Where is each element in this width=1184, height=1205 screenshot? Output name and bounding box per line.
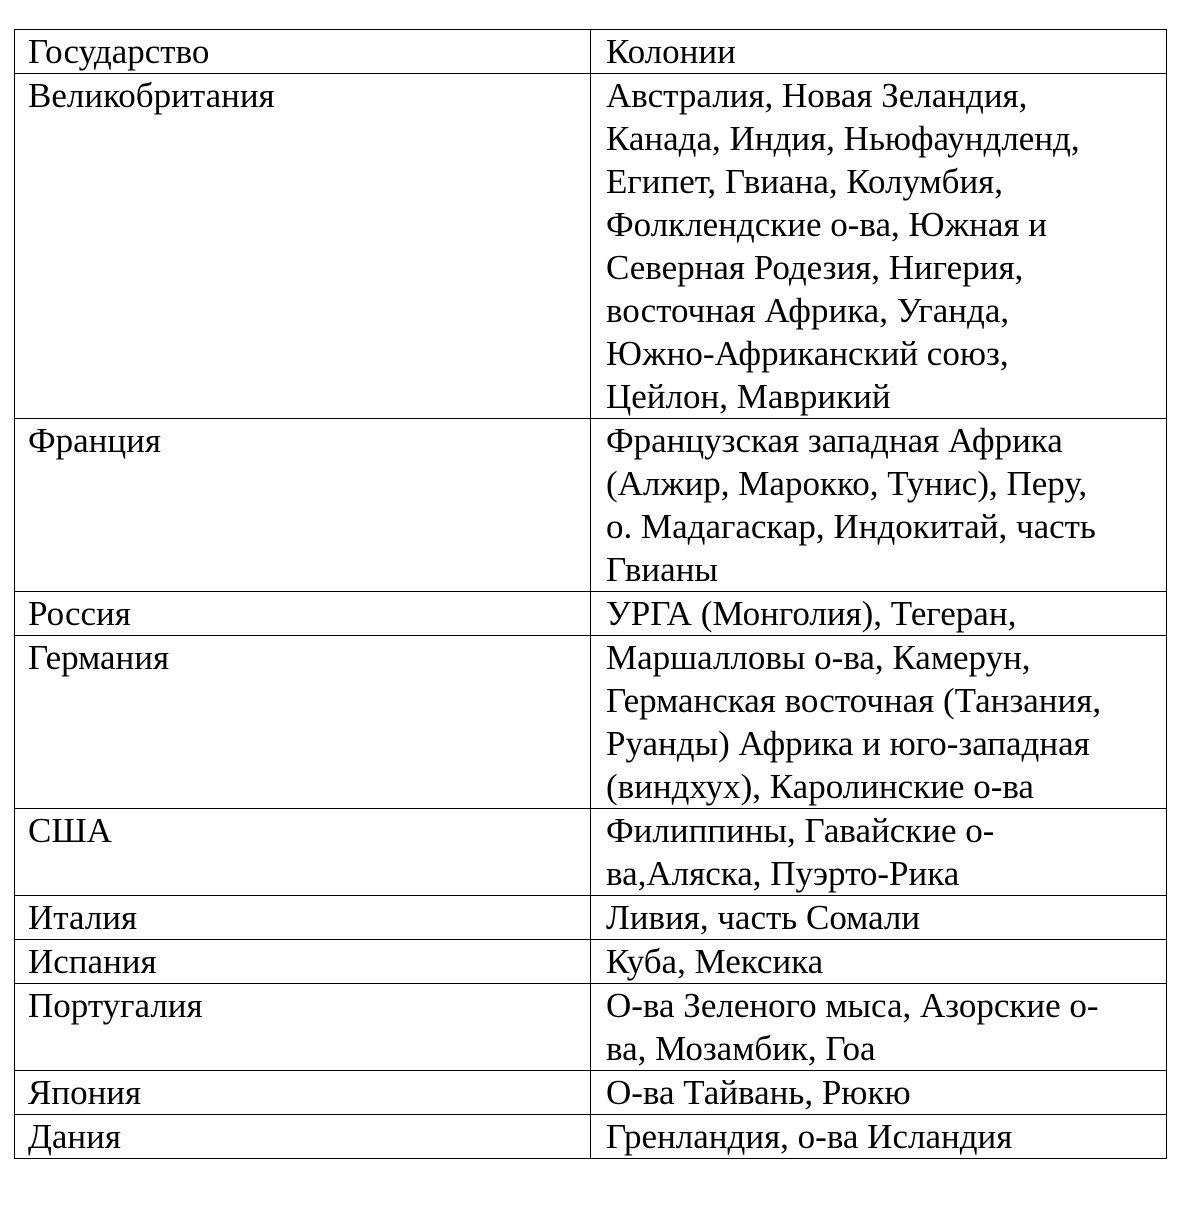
colonies-cell: Филиппины, Гавайские о- ва,Аляска, Пуэрто-Рика	[591, 809, 1167, 896]
colonies-cell: О-ва Тайвань, Рюкю	[591, 1071, 1167, 1115]
state-cell: Португалия	[15, 984, 591, 1071]
table-row	[15, 896, 1167, 940]
table-row	[15, 940, 1167, 984]
state-cell: США	[15, 809, 591, 896]
state-cell: Япония	[15, 1071, 591, 1115]
colonies-cell: О-ва Зеленого мыса, Азорские о- ва, Мозамбик, Гоа	[591, 984, 1167, 1071]
colonies-table	[14, 29, 1167, 1159]
table-row	[15, 984, 1167, 1071]
state-cell: Германия	[15, 636, 591, 809]
header-state: Государство	[15, 30, 591, 74]
state-cell: Дания	[15, 1115, 591, 1159]
state-cell: Франция	[15, 419, 591, 592]
colonies-cell: Куба, Мексика	[591, 940, 1167, 984]
table-row	[15, 809, 1167, 896]
table-row	[15, 592, 1167, 636]
state-cell: Россия	[15, 592, 591, 636]
colonies-cell: Гренландия, о-ва Исландия	[591, 1115, 1167, 1159]
colonies-cell: Австралия, Новая Зеландия, Канада, Индия, Ньюфаундленд, Египет, Гвиана, Колумбия, Фолклендские о-ва, Южная и Северная Родезия, Нигерия, восточная Африка, Уганда, Южно-Африканский союз, Цейлон, Маврикий	[591, 74, 1167, 419]
colonies-cell: Ливия, часть Сомали	[591, 896, 1167, 940]
table-row	[15, 1115, 1167, 1159]
colonies-cell: Маршалловы о-ва, Камерун, Германская восточная (Танзания, Руанды) Африка и юго-западная (виндхух), Каролинские о-ва	[591, 636, 1167, 809]
state-cell: Испания	[15, 940, 591, 984]
colonies-cell: УРГА (Монголия), Тегеран,	[591, 592, 1167, 636]
table-row	[15, 74, 1167, 419]
table-header-row	[15, 30, 1167, 74]
table-row	[15, 419, 1167, 592]
state-cell: Италия	[15, 896, 591, 940]
table-row	[15, 636, 1167, 809]
state-cell: Великобритания	[15, 74, 591, 419]
table-row	[15, 1071, 1167, 1115]
header-colonies: Колонии	[591, 30, 1167, 74]
colonies-cell: Французская западная Африка (Алжир, Марокко, Тунис), Перу, о. Мадагаскар, Индокитай, часть Гвианы	[591, 419, 1167, 592]
